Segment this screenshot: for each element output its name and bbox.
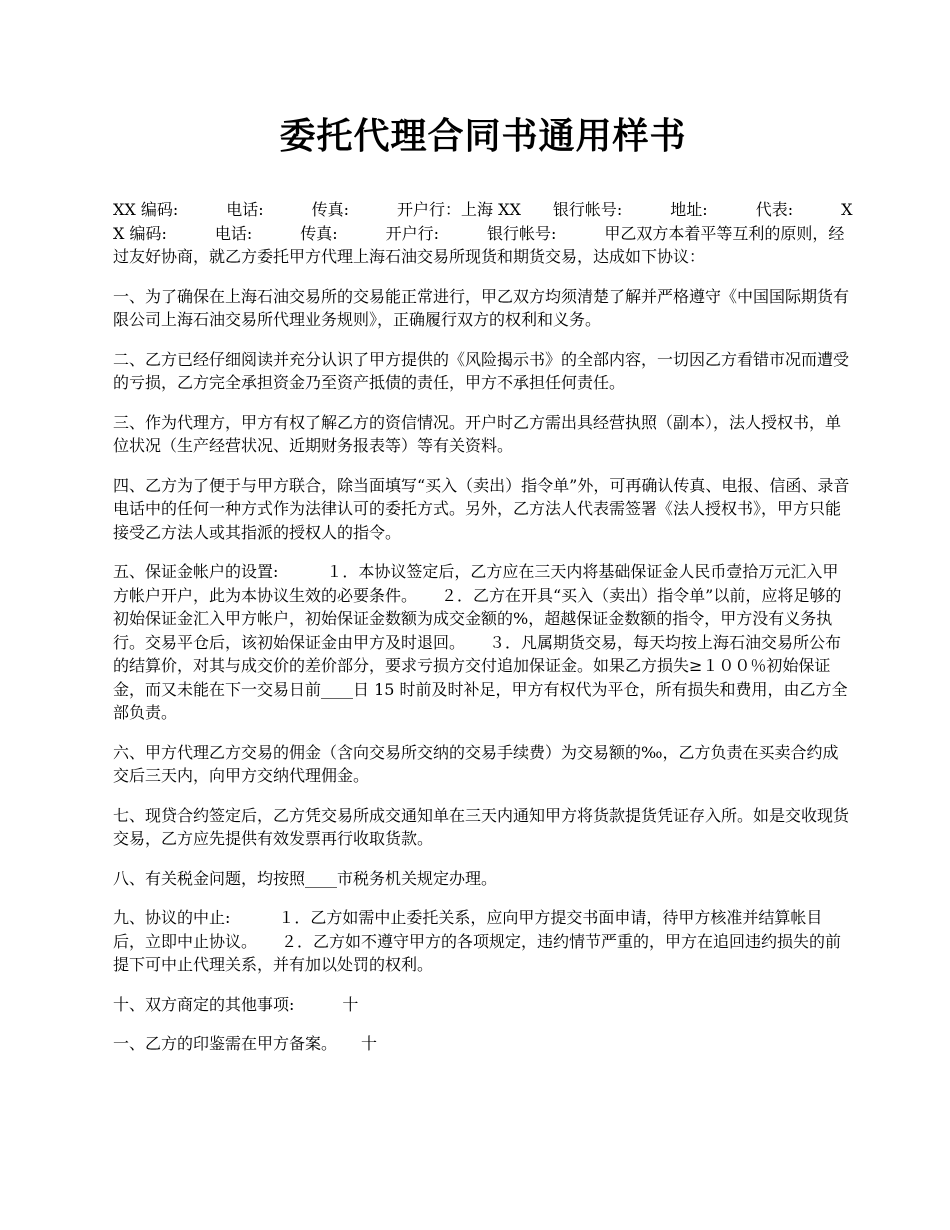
- clause-8: 八、有关税金问题，均按照____市税务机关规定办理。: [113, 868, 498, 888]
- clause-3: 三、作为代理方，甲方有权了解乙方的资信情况。开户时乙方需出具经营执照（副本），法人授权书，单位状况（生产经营状况、近期财务报表等）等有关资料。: [113, 412, 842, 455]
- clause-11: 一、乙方的印鉴需在甲方备案。 十: [113, 1034, 378, 1053]
- contract-document: [113, 112, 853, 1072]
- clause-9: 九、协议的中止: １．乙方如需中止委托关系，应向甲方提交书面申请，待甲方核准并结算帐目后，立即中止协议。 ２．乙方如不遵守甲方的各项规定，违约情节严重的，甲方在追回违约损失的前提下可中止代理关系，并有加以处罚的权利。: [113, 908, 842, 974]
- clause-5: 五、保证金帐户的设置: １．本协议签定后，乙方应在三天内将基础保证金人民币壹拾万元汇入甲方帐户开户，此为本协议生效的必要条件。 ２．乙方在开具“买入（卖出）指令单”以前，应将足够的初始保证金汇入甲方帐户，初始保证金数额为成交金额的%，超越保证金数额的指令，甲方没有义务执行。交易平仓后，该初始保证金由甲方及时退回。 ３．凡属期货交易，每天均按上海石油交易所公布的结算价，对其与成交价的差价部分，要求亏损方交付追加保证金。如果乙方损失≥１００％初始保证金，而又未能在下一交易日前____日 15 时前及时补足，甲方有权代为平仓，所有损失和费用，由乙方全部负责。: [113, 562, 848, 722]
- intro-paragraph: XX 编码: 电话: 传真: 开户行：上海 XX 银行帐号: 地址: 代表: XX 编码: 电话: 传真: 开户行: 银行帐号: 甲乙双方本着平等互利的原则，经过友好协商，就乙方委托甲方代理上海石油交易所现货和期货交易，达成如下协议：: [113, 200, 853, 266]
- clause-1: 一、为了确保在上海石油交易所的交易能正常进行，甲乙双方均须清楚了解并严格遵守《中国国际期货有限公司上海石油交易所代理业务规则》，正确履行双方的权利和义务。: [113, 286, 850, 329]
- clause-6: 六、甲方代理乙方交易的佣金（含向交易所交纳的交易手续费）为交易额的‰，乙方负责在买卖合约成交后三天内，向甲方交纳代理佣金。: [113, 742, 839, 785]
- clause-10: 十、双方商定的其他事项: 十: [113, 994, 359, 1014]
- clause-7: 七、现贷合约签定后，乙方凭交易所成交通知单在三天内通知甲方将货款提货凭证存入所。如是交收现货交易，乙方应先提供有效发票再行收取货款。: [113, 805, 850, 848]
- clause-2: 二、乙方已经仔细阅读并充分认识了甲方提供的《风险揭示书》的全部内容，一切因乙方看错市况而遭受的亏损，乙方完全承担资金乃至资产抵债的责任，甲方不承担任何责任。: [113, 349, 850, 392]
- document-title: 委托代理合同书通用样书: [279, 115, 687, 157]
- clause-4: 四、乙方为了便于与甲方联合，除当面填写“买入（卖出）指令单”外，可再确认传真、电报、信函、录音电话中的任何一种方式作为法律认可的委托方式。另外，乙方法人代表需签署《法人授权书》，甲方只能接受乙方法人或其指派的授权人的指令。: [113, 475, 850, 542]
